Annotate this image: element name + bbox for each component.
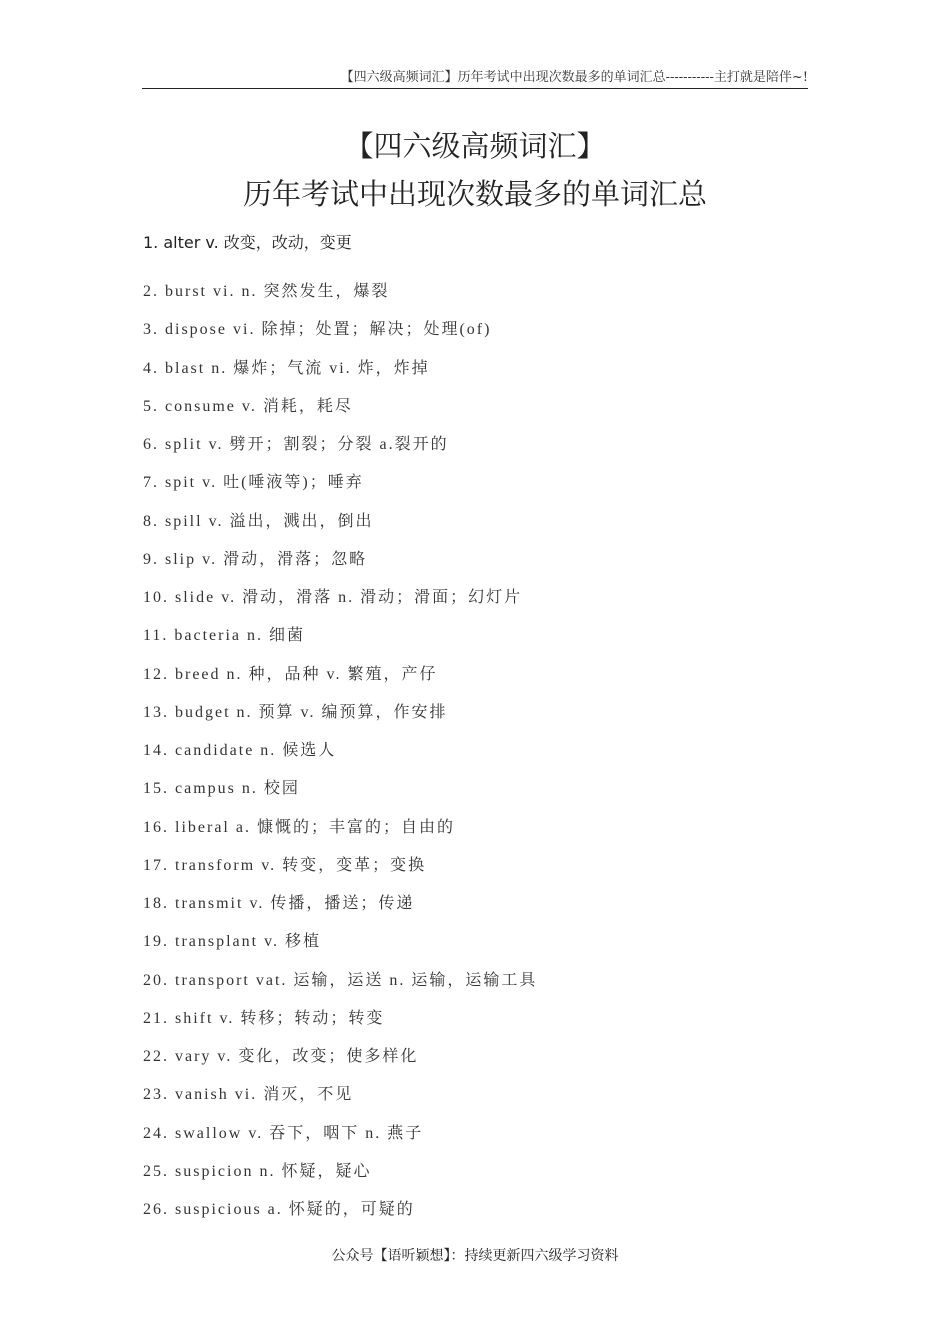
- vocab-entry: 11. bacteria n. 细菌: [143, 627, 306, 645]
- vocab-entry: 10. slide v. 滑动，滑落 n. 滑动；滑面；幻灯片: [143, 589, 523, 606]
- vocab-entry: 26. suspicious a. 怀疑的，可疑的: [143, 1201, 415, 1218]
- vocab-entry: 21. shift v. 转移；转动；转变: [143, 1009, 385, 1027]
- running-header: 【四六级高频词汇】历年考试中出现次数最多的单词汇总-----------主打就是陪伴~!: [340, 70, 808, 85]
- vocab-entry: 7. spit v. 吐(唾液等)；唾弃: [143, 474, 364, 492]
- vocab-entry: 9. slip v. 滑动，滑落；忽略: [143, 550, 368, 568]
- vocab-entry: 12. breed n. 种，品种 v. 繁殖，产仔: [143, 665, 438, 683]
- vocab-list: [143, 280, 537, 1236]
- header-divider: [142, 88, 808, 89]
- vocab-entry: 16. liberal a. 慷慨的；丰富的；自由的: [143, 818, 455, 836]
- page-title-line-2: 历年考试中出现次数最多的单词汇总: [242, 177, 707, 211]
- page-footer: 公众号【语听颖想】：持续更新四六级学习资料: [331, 1248, 619, 1264]
- vocab-entry: 18. transmit v. 传播，播送；传递: [143, 895, 415, 912]
- vocab-entry: 2. burst vi. n. 突然发生，爆裂: [143, 283, 390, 300]
- vocab-entry: 17. transform v. 转变，变革；变换: [143, 856, 427, 874]
- vocab-entry: 3. dispose vi. 除掉；处置；解决；处理(of): [143, 321, 492, 339]
- vocab-entry: 6. split v. 劈开；割裂；分裂 a.裂开的: [143, 436, 449, 453]
- vocab-entry: 4. blast n. 爆炸；气流 vi. 炸，炸掉: [143, 359, 430, 377]
- vocab-entry: 8. spill v. 溢出，溅出，倒出: [143, 512, 374, 530]
- vocab-entry: 5. consume v. 消耗，耗尽: [143, 397, 353, 415]
- vocab-entry: 13. budget n. 预算 v. 编预算，作安排: [143, 703, 448, 721]
- vocab-entry: 19. transplant v. 移植: [143, 933, 322, 951]
- vocab-entry: 22. vary v. 变化，改变；使多样化: [143, 1048, 419, 1065]
- vocab-entry-1: 1. alter v. 改变，改动，变更: [143, 233, 352, 252]
- vocab-entry: 20. transport vat. 运输，运送 n. 运输，运输工具: [143, 971, 538, 989]
- vocab-entry: 24. swallow v. 吞下，咽下 n. 燕子: [143, 1124, 424, 1142]
- vocab-entry: 14. candidate n. 候选人: [143, 742, 337, 759]
- vocab-entry: 23. vanish vi. 消灭，不见: [143, 1086, 354, 1104]
- page-title-line-1: 【四六级高频词汇】: [344, 129, 606, 163]
- vocab-entry: 25. suspicion n. 怀疑，疑心: [143, 1162, 372, 1180]
- vocab-entry: 15. campus n. 校园: [143, 780, 300, 798]
